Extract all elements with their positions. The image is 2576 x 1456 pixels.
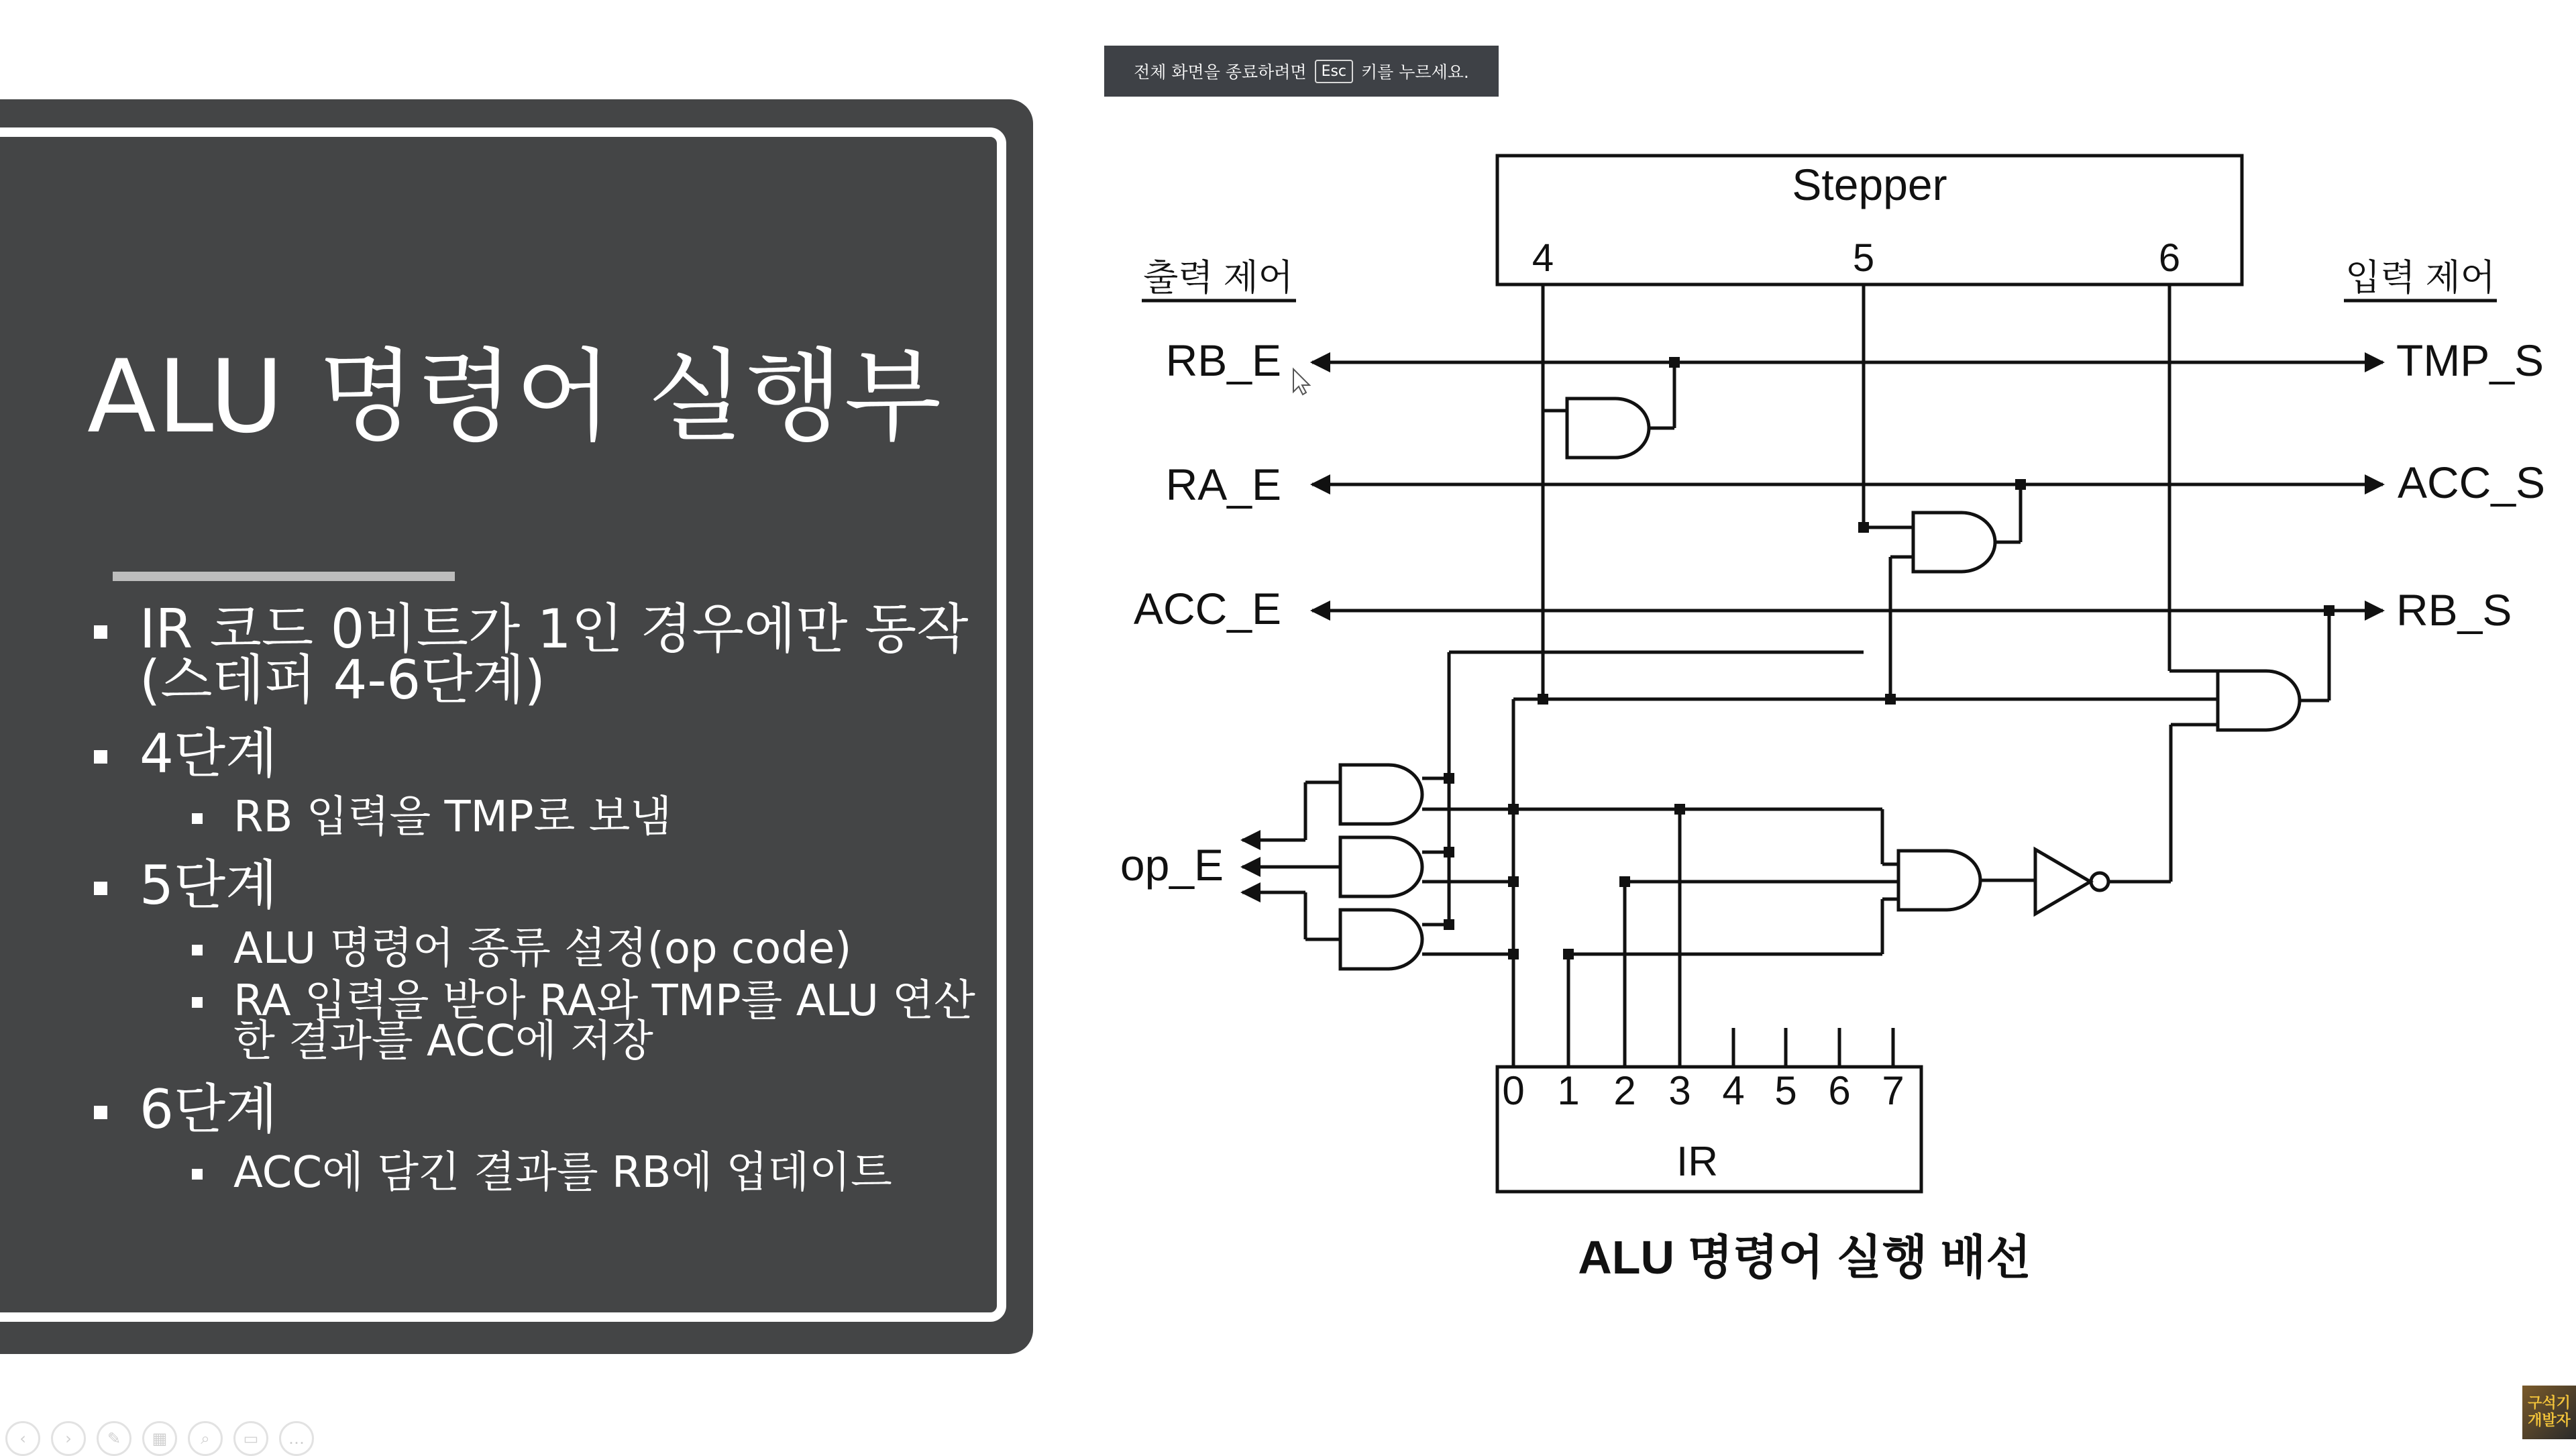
stepper-step-5: 5 [1852,236,1875,280]
ir-bit-5: 5 [1774,1068,1797,1113]
next-slide-icon[interactable]: › [51,1421,86,1456]
banner-text-after: 키를 누르세요. [1361,62,1469,82]
ir-bit-3: 3 [1668,1068,1691,1113]
pen-icon[interactable]: ✎ [97,1421,131,1456]
stepper-label: Stepper [1792,160,1947,209]
more-options-icon[interactable]: … [279,1421,314,1456]
signal-acc-s: ACC_S [2398,458,2546,507]
zoom-icon[interactable]: ⌕ [188,1421,223,1456]
sub-bullet-opcode: ALU 명령어 종류 설정(op code) [94,929,993,969]
bullet-step-5: 5단계 [94,860,993,911]
ir-bit-1: 1 [1557,1068,1580,1113]
ir-bit-7: 7 [1882,1068,1904,1113]
ir-bit-6: 6 [1828,1068,1851,1113]
presenter-toolbar [5,1421,314,1456]
banner-text-before: 전체 화면을 종료하려면 [1134,62,1307,82]
slide-title: ALU 명령어 실행부 [87,339,943,456]
signal-op-e: op_E [1120,840,1224,890]
bullet-list [94,598,993,1198]
bullet-step-4: 4단계 [94,729,993,780]
ir-bit-2: 2 [1613,1068,1636,1113]
bullet-step-6: 6단계 [94,1084,993,1135]
signal-rb-s: RB_S [2396,585,2512,635]
input-control-label: 입력 제어 [2345,258,2496,298]
previous-slide-icon[interactable]: ‹ [5,1421,40,1456]
signal-rb-e: RB_E [1165,335,1281,385]
sub-bullet-alu-compute: RA 입력을 받아 RA와 TMP를 ALU 연산한 결과를 ACC에 저장 [94,981,993,1061]
stepper-step-4: 4 [1532,236,1554,280]
stepper-step-6: 6 [2158,236,2181,280]
bullet-ir-condition: IR 코드 0비트가 1인 경우에만 동작 (스테퍼 4-6단계) [94,604,993,706]
signal-ra-e: RA_E [1165,460,1281,509]
mouse-cursor-icon [1293,369,1309,395]
alu-wiring-diagram [1073,127,2576,1329]
see-all-slides-icon[interactable]: ▦ [142,1421,177,1456]
title-divider [113,572,455,581]
sub-bullet-acc-to-rb: ACC에 담긴 결과를 RB에 업데이트 [94,1153,993,1193]
signal-acc-e: ACC_E [1133,584,1281,633]
signal-tmp-s: TMP_S [2396,335,2544,385]
esc-key-badge: Esc [1315,60,1353,83]
channel-logo: 구석기 개발자 [2522,1386,2576,1439]
diagram-caption: ALU 명령어 실행 배선 [1578,1231,2031,1284]
subtitles-icon[interactable]: ▭ [233,1421,268,1456]
ir-bit-4: 4 [1722,1068,1745,1113]
output-control-label: 출력 제어 [1143,258,1293,298]
sub-bullet-rb-to-tmp: RB 입력을 TMP로 보냄 [94,797,993,837]
ir-label: IR [1676,1139,1718,1185]
ir-bit-0: 0 [1502,1068,1525,1113]
fullscreen-exit-banner [1104,46,1499,97]
